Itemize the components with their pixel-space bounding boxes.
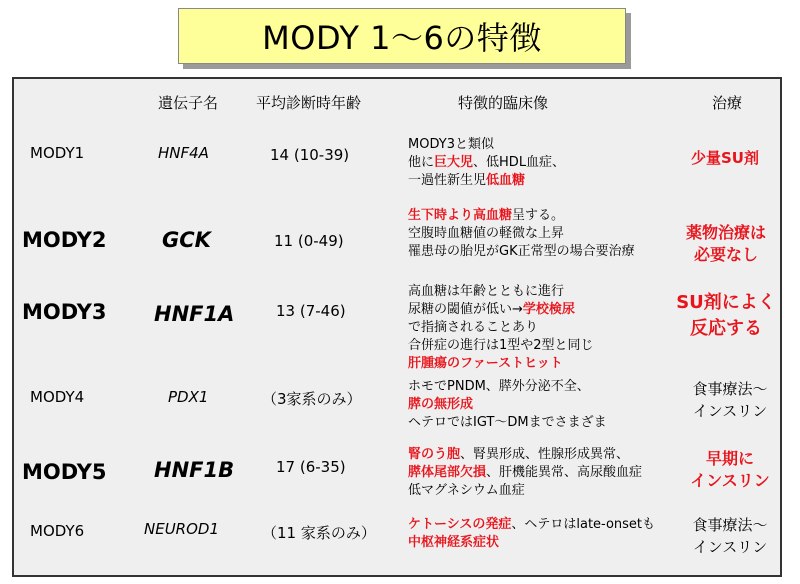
- feature-line: [408, 172, 565, 190]
- treatment-4: [680, 378, 780, 422]
- age-6: （11 家系のみ）: [262, 524, 376, 542]
- gene-name-2: GCK: [162, 228, 211, 252]
- feature-line: [408, 319, 594, 337]
- treatment-line: インスリン: [692, 402, 768, 420]
- feature-text: MODY3と類似: [408, 137, 494, 152]
- feature-line: [408, 534, 655, 552]
- feature-highlight: 膵の無形成: [408, 397, 474, 412]
- features-3: [408, 283, 594, 373]
- treatment-line: 食事療法～: [692, 380, 768, 398]
- feature-line: [408, 355, 594, 373]
- mody-name-4: MODY4: [30, 388, 85, 406]
- feature-line: [408, 283, 594, 301]
- feature-line: [408, 396, 607, 414]
- features-5: [408, 446, 642, 500]
- header-treatment: 治療: [712, 94, 743, 112]
- gene-name-5: HNF1B: [154, 458, 235, 482]
- feature-line: [408, 464, 642, 482]
- feature-line: [408, 136, 565, 154]
- header-features: 特徴的臨床像: [458, 94, 549, 112]
- treatment-line: 食事療法～: [692, 516, 768, 534]
- feature-highlight: 学校検尿: [522, 302, 575, 317]
- gene-name-1: HNF4A: [158, 144, 209, 162]
- treatment-line: 少量SU剤: [691, 149, 759, 167]
- treatment-line: 早期に: [705, 449, 754, 468]
- header-age: 平均診断時年齢: [256, 94, 362, 112]
- feature-text: 空腹時血糖値の軽微な上昇: [408, 226, 565, 241]
- treatment-line: 薬物治療は: [685, 223, 766, 242]
- feature-line: [408, 378, 607, 396]
- feature-highlight: 低血糖: [486, 173, 526, 188]
- mody-name-1: MODY1: [30, 144, 85, 162]
- feature-text: 一過性新生児: [408, 173, 487, 188]
- feature-line: [408, 482, 642, 500]
- feature-text: ヘテロではIGT～DMまでさまざま: [408, 415, 607, 430]
- treatment-line: SU剤によく: [676, 292, 776, 313]
- mody-table-panel: [12, 77, 782, 577]
- features-6: [408, 516, 655, 552]
- treatment-line: 必要なし: [693, 245, 758, 264]
- features-1: [408, 136, 565, 190]
- gene-name-4: PDX1: [168, 388, 209, 406]
- mody-name-3: MODY3: [22, 300, 107, 324]
- treatment-1: [680, 148, 770, 168]
- treatment-line: インスリン: [692, 538, 768, 556]
- feature-highlight: 腎のう胞: [408, 447, 461, 462]
- feature-text: 、肝機能異常、高尿酸血症: [486, 465, 643, 480]
- gene-name-6: NEUROD1: [144, 520, 219, 538]
- feature-line: [408, 243, 635, 261]
- mody-name-2: MODY2: [22, 228, 107, 252]
- feature-text: で指摘されることあり: [408, 320, 539, 335]
- feature-text: 低マグネシウム血症: [408, 483, 525, 498]
- age-4: （3家系のみ）: [262, 390, 362, 408]
- feature-text: 合併症の進行は1型や2型と同じ: [408, 338, 594, 353]
- age-3: 13 (7-46): [276, 302, 346, 320]
- feature-highlight: 生下時より高血糖: [408, 208, 513, 223]
- feature-highlight: 中枢神経系症状: [408, 535, 500, 550]
- treatment-line: インスリン: [690, 471, 770, 490]
- feature-line: [408, 414, 607, 432]
- feature-text: 呈する。: [512, 208, 565, 223]
- age-2: 11 (0-49): [274, 232, 344, 250]
- feature-highlight: 膵体尾部欠損: [408, 465, 487, 480]
- feature-text: 、腎異形成、性腺形成異常、: [460, 447, 630, 462]
- features-4: [408, 378, 607, 432]
- feature-highlight: ケトーシスの発症: [408, 517, 512, 532]
- treatment-2: [676, 222, 776, 266]
- feature-text: 高血糖は年齢とともに進行: [408, 284, 565, 299]
- age-5: 17 (6-35): [276, 458, 346, 476]
- feature-line: [408, 516, 655, 534]
- feature-text: 他に: [408, 155, 435, 170]
- treatment-6: [680, 514, 780, 558]
- feature-line: [408, 225, 635, 243]
- feature-highlight: 肝腫瘍のファーストヒット: [408, 356, 563, 371]
- feature-text: ホモでPNDM、膵外分泌不全、: [408, 379, 590, 394]
- slide-title: MODY 1～6の特徴: [178, 8, 626, 64]
- mody-name-6: MODY6: [30, 522, 85, 540]
- treatment-line: 反応する: [690, 318, 762, 339]
- gene-name-3: HNF1A: [154, 302, 235, 326]
- feature-text: 、ヘテロはlate-onsetも: [511, 517, 656, 532]
- feature-text: 罹患母の胎児がGK正常型の場合要治療: [408, 244, 635, 259]
- header-gene: 遺伝子名: [158, 94, 219, 112]
- age-1: 14 (10-39): [270, 146, 350, 164]
- feature-line: [408, 301, 594, 319]
- mody-name-5: MODY5: [22, 460, 107, 484]
- feature-text: 尿糖の閾値が低い→: [408, 302, 523, 317]
- feature-highlight: 巨大児: [434, 155, 474, 170]
- features-2: [408, 207, 635, 261]
- feature-text: 、低HDL血症、: [473, 155, 566, 170]
- feature-line: [408, 337, 594, 355]
- feature-line: [408, 207, 635, 225]
- feature-line: [408, 446, 642, 464]
- treatment-3: [668, 290, 784, 342]
- feature-line: [408, 154, 565, 172]
- treatment-5: [680, 448, 780, 492]
